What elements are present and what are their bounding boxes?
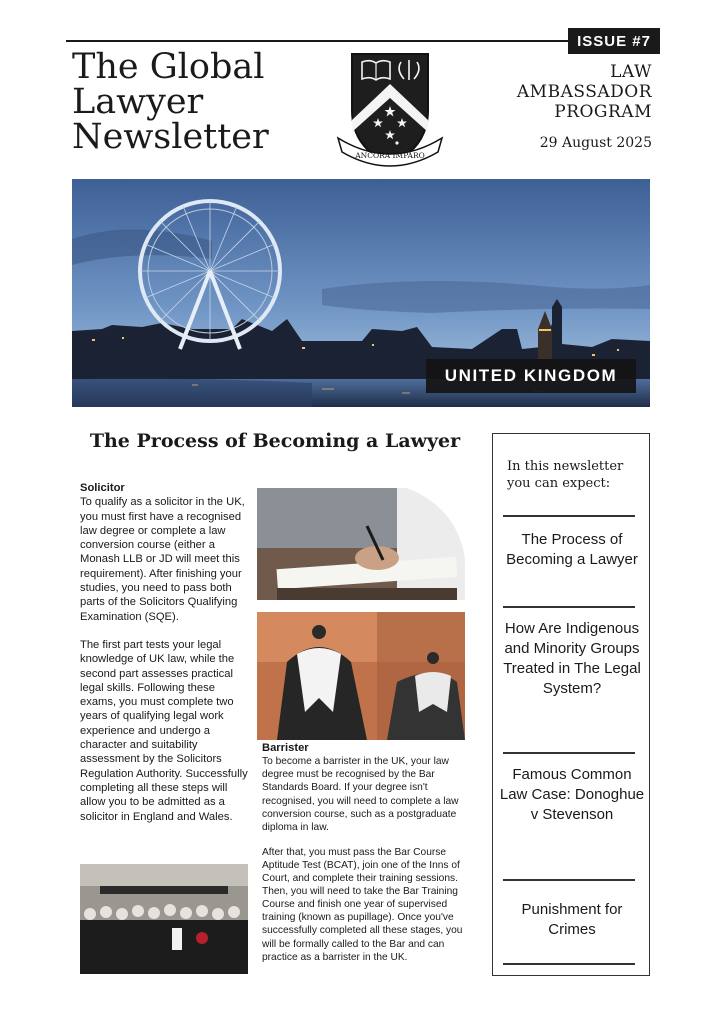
article-title: The Process of Becoming a Lawyer [89,430,461,452]
barrister-paragraph: After that, you must pass the Bar Course Aptitude Test (BCAT), join one of the Inns of Court, and complete their training sessions. Then, you will need to take the Bar Training Course and finish one year of supervised training (known as pupillage). Once you've successfully completed all these stages, you will be formally called to the Bar and can practice as a barrister in the UK. [262,846,463,963]
newsletter-contents-box [492,433,650,976]
contents-item-indigenous-minority[interactable]: How Are Indigenous and Minority Groups Treated in The Legal System? [503,620,641,697]
contents-divider [503,963,635,965]
issue-badge: ISSUE #7 [568,28,660,54]
issue-date: 29 August 2025 [539,135,652,151]
photo-lawyers-group [80,864,248,974]
program-line: PROGRAM [554,102,652,122]
title-line: Newsletter [72,117,269,157]
program-line: AMBASSADOR [516,82,652,102]
contents-divider [503,606,635,608]
contents-divider [503,879,635,881]
crest-motto: ANCORA IMPARO [355,151,425,160]
solicitor-paragraph: To qualify as a solicitor in the UK, you must first have a recognised law degree or complete a law conversion course (either a Monash LLB or JD will meet this requirement). After finishing your studies, you need to pass both parts of the Solicitors Qualifying Examination (SQE). [80,496,245,623]
contents-item-donoghue[interactable]: Famous Common Law Case: Donoghue v Stevenson [499,766,645,823]
title-line: Lawyer [72,82,204,122]
newsletter-title [72,47,332,157]
country-label: UNITED KINGDOM [426,359,636,393]
title-line: The Global [72,47,265,87]
program-line: LAW [610,62,652,82]
photo-barrister-gowns [257,612,465,740]
barrister-section [262,741,474,964]
header-rule [66,40,650,42]
contents-intro: In this newsletter you can expect: [507,459,624,491]
contents-divider [503,752,635,754]
program-name [470,62,652,122]
barrister-paragraph: To become a barrister in the UK, your law degree must be recognised by the Bar Standards Board. If your degree isn't recognised, you will need to complete a law conversion course, such as a postgraduate diploma in law. [262,756,459,833]
barrister-heading: Barrister [262,742,309,754]
contents-item-punishment[interactable]: Punishment for Crimes [521,901,623,938]
contents-divider [503,515,635,517]
solicitor-section [80,481,250,824]
contents-item-becoming-lawyer[interactable]: The Process of Becoming a Lawyer [506,531,638,568]
solicitor-heading: Solicitor [80,482,125,494]
photo-signing-document [257,488,465,600]
university-crest-logo [334,48,446,170]
solicitor-paragraph: The first part tests your legal knowledge of UK law, while the second part assesses practical legal skills. Following these exams, you must complete two years of qualifying legal work experience and undergo a character and suitability assessment by the Solicitors Regulation Authority. Successfully completing all these steps will allow you to be admitted as a solicitor in England and Wales. [80,638,248,823]
